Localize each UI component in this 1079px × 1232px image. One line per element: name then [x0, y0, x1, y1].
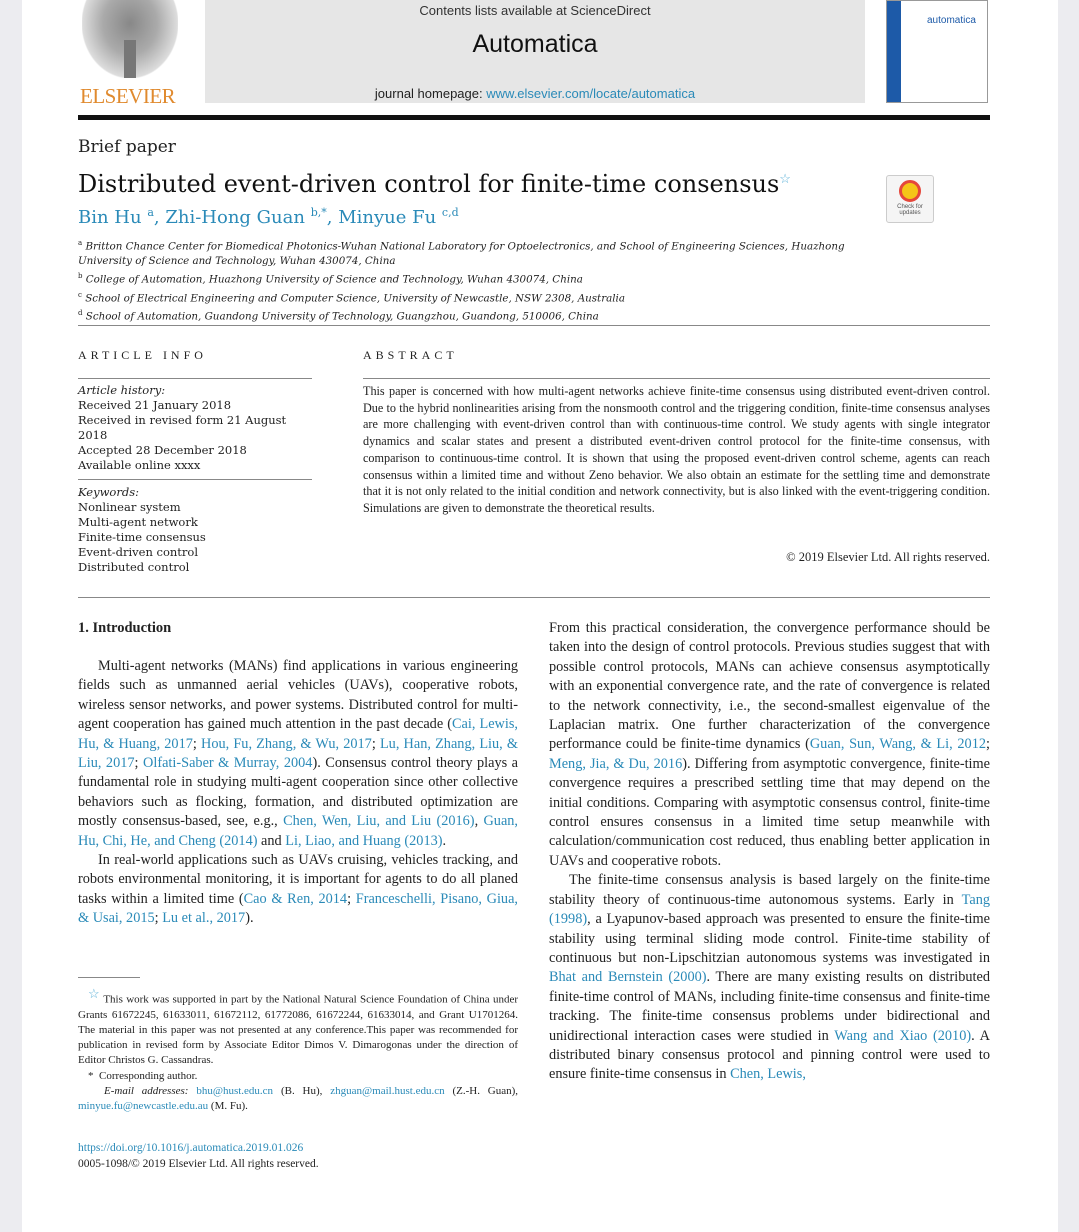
keyword: Multi-agent network [78, 515, 198, 529]
text-run: . There are many existing results on distributed finite-time control of MANs, including finite-time consensus and finite-time tracking. The finite-time consensus problems under bidirectional and unidirectional interaction cases were studied in [549, 969, 990, 1044]
keyword: Finite-time consensus [78, 530, 206, 544]
author[interactable] [165, 207, 326, 228]
email-footnote [78, 1084, 518, 1114]
author-sup: a [147, 206, 154, 219]
affil-sup: c [78, 290, 82, 299]
keyword: Distributed control [78, 560, 190, 574]
affil-text: Britton Chance Center for Biomedical Photonics-Wuhan National Laboratory for Optoelectronics, and School of Engineering Sciences, Huazhong University of Science and Technology, Wuhan 430074, China [78, 240, 845, 268]
text-run: Multi-agent networks (MANs) find applications in various engineering fields such as unmanned aerial vehicles (UAVs), cooperative robots, wireless sensor networks, and power systems. Distributed control for multi-agent cooperation has gained much attention in the past decade ( [78, 658, 518, 733]
elsevier-logo [80, 0, 182, 108]
text-run: From this practical consideration, the convergence performance should be taken into the design of control protocols. Previous studies suggest that with possible control protocols, MANs can achieve consensus asymptotically with an exponential convergence rate, and the rate of convergence is related to the network connectivity, i.e., the second-smallest eigenvalue of the Laplacian matrix. One further characterization of the convergence performance could be finite-time dynamics ( [549, 620, 990, 753]
paragraph [78, 851, 518, 929]
funding-footnote [78, 986, 518, 1069]
abstract-heading: ABSTRACT [363, 348, 458, 362]
cover-footer [887, 79, 901, 102]
text-run: . [442, 832, 447, 849]
abstract-copyright: © 2019 Elsevier Ltd. All rights reserved. [786, 550, 990, 564]
affiliations [78, 236, 878, 325]
email-link[interactable]: minyue.fu@newcastle.edu.au [78, 1100, 209, 1113]
section-heading: 1. Introduction [78, 620, 172, 636]
paragraph [549, 871, 990, 1084]
author-sup: c,d [441, 206, 459, 219]
check-for-updates-button[interactable] [886, 175, 934, 223]
header-rule [78, 115, 990, 120]
text-run: ; [154, 910, 163, 927]
text-run: In real-world applications such as UAVs cruising, vehicles tracking, and robots environmental monitoring, it is important for agents to do all planed tasks within a limited time ( [78, 852, 518, 907]
check-updates-icon [899, 180, 921, 202]
affil-text: School of Electrical Engineering and Computer Science, University of Newcastle, NSW 2308, Australia [85, 292, 625, 305]
footnote-mark: ☆ [88, 986, 101, 1001]
journal-cover-image [886, 0, 988, 103]
text-run: ; [986, 736, 990, 753]
citation-link[interactable]: Lu, Han, Zhang, Liu, & Liu, 2017 [78, 735, 519, 772]
email-owner: (B. Hu), [280, 1084, 323, 1097]
divider [78, 479, 312, 480]
email-owner: (Z.-H. Guan), [452, 1084, 519, 1097]
email-link[interactable]: zhguan@mail.hust.edu.cn [330, 1084, 445, 1097]
doi-block [78, 1141, 319, 1172]
email-owner: (M. Fu). [210, 1100, 248, 1113]
citation-link[interactable]: Franceschelli, Pisano, Giua, & Usai, 2015 [78, 890, 519, 927]
author-name: Minyue Fu [338, 207, 437, 228]
tree-trunk [124, 40, 136, 78]
text-run: and [257, 832, 286, 849]
author-list: Bin Hu $^a$, Zhi-Hong Guan $^{b,*}$, Minyue Fu $^{c,d}$ [78, 206, 459, 228]
text-run: ; [134, 755, 144, 772]
citation-link[interactable]: Li, Liao, and Huang (2013) [285, 832, 443, 849]
paragraph [78, 657, 518, 851]
article-info [78, 383, 312, 575]
cover-title: automatica [927, 15, 976, 26]
corresponding-footnote [78, 1069, 518, 1084]
check-updates-label: Check for updates [897, 204, 923, 216]
footnote-divider [78, 977, 140, 978]
homepage-label: journal homepage: [374, 86, 483, 101]
citation-link[interactable]: Olfati-Saber & Murray, 2004 [143, 755, 313, 772]
citation-link[interactable]: Bhat and Bernstein (2000) [549, 969, 707, 986]
affil-sup: d [78, 309, 83, 318]
history-item: Received 21 January 2018 [78, 398, 232, 412]
citation-link[interactable]: Hou, Fu, Zhang, & Wu, 2017 [201, 735, 372, 752]
citation-link[interactable]: Guan, Sun, Wang, & Li, 2012 [809, 736, 986, 753]
text-run: , a Lyapunov-based approach was presented to ensure the finite-time stability using terminal sliding mode control. Finite-time stability of continuous but non-Lipschitzian autonomous systems was investigated in [549, 911, 990, 966]
affil-sup: a [78, 239, 83, 247]
keywords-list [78, 500, 312, 575]
keyword: Event-driven control [78, 545, 199, 559]
citation-link[interactable]: Chen, Lewis, [730, 1066, 806, 1083]
doi-link[interactable]: https://doi.org/10.1016/j.automatica.2019.01.026 [78, 1142, 304, 1154]
keywords-label: Keywords: [78, 485, 139, 499]
history-item: Accepted 28 December 2018 [78, 443, 247, 457]
left-column [78, 657, 518, 929]
publisher-name: ELSEVIER [80, 84, 176, 108]
right-column [549, 619, 990, 1085]
text-run: The finite-time consensus analysis is based largely on the finite-time stability theory of continuous-time autonomous systems. Early in [549, 872, 990, 908]
citation-link[interactable]: Chen, Wen, Liu, and Liu (2016) [283, 813, 475, 830]
article-type: Brief paper [78, 137, 176, 157]
contents-line: Contents lists available at ScienceDirect [419, 3, 651, 18]
affil-sup: b [78, 272, 83, 281]
citation-link[interactable]: Wang and Xiao (2010) [834, 1027, 972, 1044]
author[interactable] [338, 207, 458, 228]
divider [78, 325, 990, 326]
history-label: Article history: [78, 383, 166, 397]
affil-text: College of Automation, Huazhong University of Science and Technology, Wuhan 430074, China [85, 273, 583, 286]
citation-link[interactable]: Cai, Lewis, Hu, & Huang, 2017 [78, 716, 518, 752]
citation-link[interactable]: Lu et al., 2017 [162, 910, 246, 927]
author-sup: b,* [310, 206, 327, 219]
journal-header [205, 0, 865, 103]
history-item: Available online xxxx [78, 458, 201, 472]
divider [78, 597, 990, 598]
citation-link[interactable]: Meng, Jia, & Du, 2016 [549, 755, 683, 772]
text-run: ; [371, 735, 380, 752]
text-run: . A distributed binary consensus protocol and pinning control were used to ensure finite-time consensus in [549, 1027, 991, 1083]
history-item: Received in revised form 21 August 2018 [78, 413, 287, 442]
author[interactable] [78, 207, 154, 228]
divider [78, 378, 312, 379]
affiliation [78, 306, 878, 324]
email-label: E-mail addresses: [104, 1084, 189, 1097]
email-link[interactable]: bhu@hust.edu.cn [196, 1084, 274, 1097]
author-name: Zhi-Hong Guan [165, 207, 305, 228]
article-info-heading: ARTICLE INFO [78, 348, 207, 362]
affiliation [78, 269, 878, 287]
text-run: ; [192, 735, 202, 752]
title-footnote-mark[interactable]: ☆ [779, 172, 791, 187]
abstract-text: This paper is concerned with how multi-agent networks achieve finite-time consensus using distributed event-driven control. Due to the hybrid nonlinearities arising from the nonsmooth control and the triggering condition, finite-time consensus analyses are more challenging with event-driven control than with continuous-time control. We study agents with single integrator dynamics and scalar states and present a distributed event-driven control protocol for the finite-time consensus, with comparison to continuous-time control. It is shown that using the proposed event-driven control scheme, agents can reach consensus within a limited time and without Zeno behavior. We also obtain an estimate for the settling time and demonstrate that it is not only related to the initial condition and network connectivity, but is also linked with the event-triggering condition. Simulations are given to demonstrate the theoretical results. [363, 384, 990, 515]
affiliation [78, 236, 878, 269]
title-text: Distributed event-driven control for finite-time consensus [78, 170, 780, 198]
divider [363, 378, 990, 379]
paragraph [549, 619, 990, 871]
citation-link[interactable]: Cao & Ren, 2014 [243, 890, 348, 907]
corresponding-text: Corresponding author. [99, 1069, 198, 1082]
issn-line: 0005-1098/© 2019 Elsevier Ltd. All rights reserved. [78, 1157, 319, 1170]
text-run: ). [245, 910, 254, 927]
citation-link[interactable]: Tang (1998) [549, 891, 990, 928]
citation-link[interactable]: Guan, Hu, Chi, He, and Cheng (2014) [78, 813, 519, 849]
text-run: ; [347, 890, 356, 907]
corresponding-mark: * [88, 1069, 94, 1082]
text-run: ). Differing from asymptotic convergence, finite-time convergence requires a prescribed settling time that may depend on the initial conditions. Comparing with asymptotic consensus control, finite-time control ensures consensus in a limited time setup meanwhile with calculation/communication cost reduced, thus enabling better application in UAVs and cooperative robots. [549, 755, 990, 869]
author-name: Bin Hu [78, 207, 142, 228]
affiliation [78, 288, 878, 306]
journal-homepage [205, 86, 865, 101]
keyword: Nonlinear system [78, 500, 181, 514]
funding-text: This work was supported in part by the National Natural Science Foundation of China under Grants 61672245, 61633011, 61672112, 61772086, 61672244, 61633014, and Grant U1701264. The material in this paper was not presented at any conference.This paper was recommended for publication in revised form by Associate Editor Dimos V. Dimarogonas under the direction of Editor Christos G. Cassandras. [78, 993, 518, 1067]
footnotes [78, 986, 518, 1114]
text-run: ). Consensus control theory plays a fundamental role in studying multi-agent cooperation since other collective behaviors such as flocking, formation, and distributed optimization are mostly consensus-based, see, e.g., [78, 755, 519, 830]
text-run: , [474, 813, 484, 830]
homepage-link[interactable]: www.elsevier.com/locate/automatica [486, 86, 696, 101]
journal-name: Automatica [472, 30, 598, 58]
history-list [78, 398, 312, 473]
paper-title [78, 170, 791, 198]
affil-text: School of Automation, Guandong University of Technology, Guangzhou, Guandong, 510006, China [85, 310, 599, 323]
